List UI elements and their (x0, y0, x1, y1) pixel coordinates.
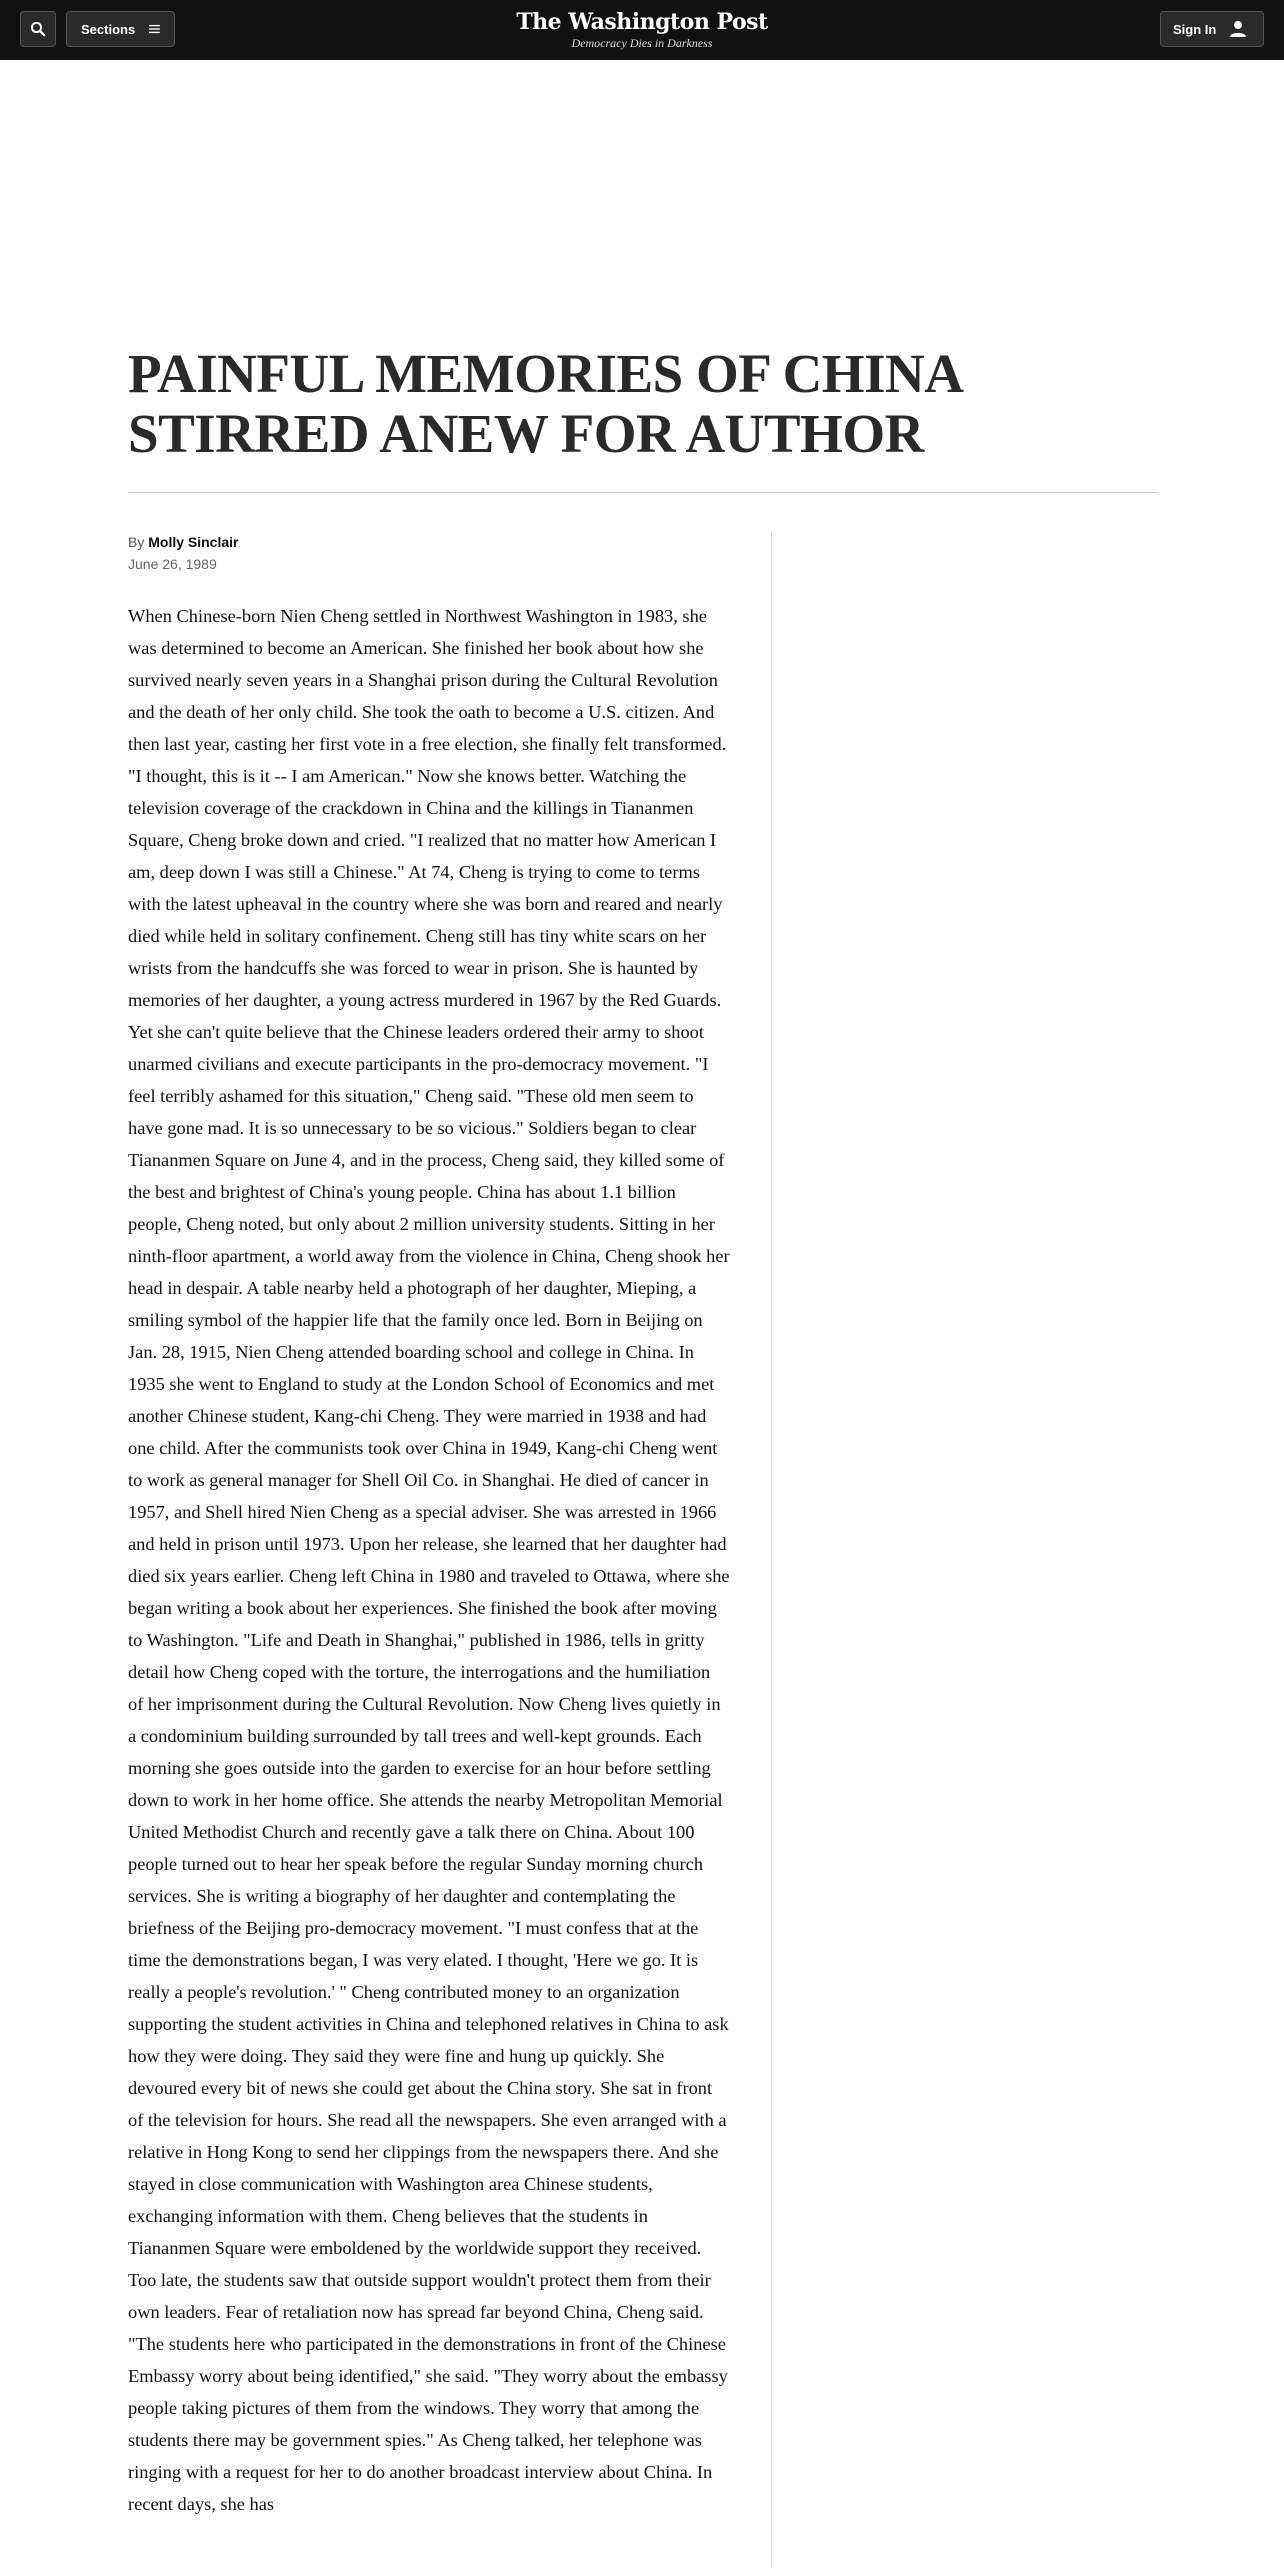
article-body: When Chinese-born Nien Cheng settled in Northwest Washington in 1983, she was determined to become an American. She finished her book about how she survived nearly seven years in a Shanghai prison during the Cultural Revolution and the death of her only child. She took the oath to become a U.S. citizen. And then last year, casting her first vote in a free election, she finally felt transformed. "I thought, this is it -- I am American." Now she knows better. Watching the television coverage of the crackdown in China and the killings in Tiananmen Square, Cheng broke down and cried. "I realized that no matter how American I am, deep down I was still a Chinese." At 74, Cheng is trying to come to terms with the latest upheaval in the country where she was born and reared and nearly died while held in solitary confinement. Cheng still has tiny white scars on her wrists from the handcuffs she was forced to wear in prison. She is haunted by memories of her daughter, a young actress murdered in 1967 by the Red Guards. Yet she can't quite believe that the Chinese leaders ordered their army to shoot unarmed civilians and execute participants in the pro-democracy movement. "I feel terribly ashamed for this situation," Cheng said. "These old men seem to have gone mad. It is so unnecessary to be so vicious." Soldiers began to clear Tiananmen Square on June 4, and in the process, Cheng said, they killed some of the best and brightest of China's young people. China has about 1.1 billion people, Cheng noted, but only about 2 million university students. Sitting in her ninth-floor apartment, a world away from the violence in China, Cheng shook her head in despair. A table nearby held a photograph of her daughter, Mieping, a smiling symbol of the happier life that the family once led. Born in Beijing on Jan. 28, 1915, Nien Cheng attended boarding school and college in China. In 1935 she went to England to study at the London School of Economics and met another Chinese student, Kang-chi Cheng. They were married in 1938 and had one child. After the communists took over China in 1949, Kang-chi Cheng went to work as general manager for Shell Oil Co. in Shanghai. He died of cancer in 1957, and Shell hired Nien Cheng as a special adviser. She was arrested in 1966 and held in prison until 1973. Upon her release, she learned that her daughter had died six years earlier. Cheng left China in 1980 and traveled to Ottawa, where she began writing a book about her experiences. She finished the book after moving to Washington. "Life and Death in Shanghai," published in 1986, tells in gritty detail how Cheng coped with the torture, the interrogations and the humiliation of her imprisonment during the Cultural Revolution. Now Cheng lives quietly in a condominium building surrounded by tall trees and well-kept grounds. Each morning she goes outside into the garden to exercise for an hour before settling down to work in her home office. She attends the nearby Metropolitan Memorial United Methodist Church and recently gave a talk there on China. About 100 people turned out to hear her speak before the regular Sunday morning church services. She is writing a biography of her daughter and contemplating the briefness of the Beijing pro-democracy movement. "I must confess that at the time the demonstrations began, I was very elated. I thought, 'Here we go. It is really a people's revolution.' " Cheng contributed money to an organization supporting the student activities in China and telephoned relatives in China to ask how they were doing. They said they were fine and hung up quickly. She devoured every bit of news she could get about the China story. She sat in front of the television for hours. She read all the newspapers. She even arranged with a relative in Hong Kong to send her clippings from the newspapers there. And she stayed in close communication with Washington area Chinese students, exchanging information with them. Cheng believes that the students in Tiananmen Square were emboldened by the worldwide support they received. Too late, the students saw that outside support wouldn't protect them from their own leaders. Fear of retaliation now has spread far beyond China, Cheng said. "The students here who participated in the demonstrations in front of the Chinese Embassy worry about being identified," she said. "They worry about the embassy people taking pictures of them from the windows. They worry that among the students there may be government spies." As Cheng talked, her telephone was ringing with a request for her to do another broadcast interview about China. In recent days, she has (128, 606, 730, 2514)
sign-in-button[interactable] (1160, 11, 1264, 47)
sections-label: Sections (81, 21, 136, 37)
sign-in-label: Sign In (1173, 21, 1217, 37)
brand-wordmark: The Washington Post (516, 9, 768, 35)
author-link[interactable]: Molly Sinclair (148, 534, 239, 550)
brand-logo[interactable] (0, 9, 1284, 51)
article-headline: PAINFUL MEMORIES OF CHINA STIRRED ANEW FOR AUTHOR (128, 343, 961, 464)
top-navigation-bar (0, 0, 1284, 60)
brand-tagline: Democracy Dies in Darkness (571, 36, 713, 50)
person-icon (1228, 19, 1248, 39)
byline (128, 534, 238, 550)
publish-date: June 26, 1989 (128, 556, 217, 572)
column-divider (771, 532, 772, 2568)
headline-divider (128, 492, 1158, 493)
byline-prefix: By (128, 534, 145, 550)
